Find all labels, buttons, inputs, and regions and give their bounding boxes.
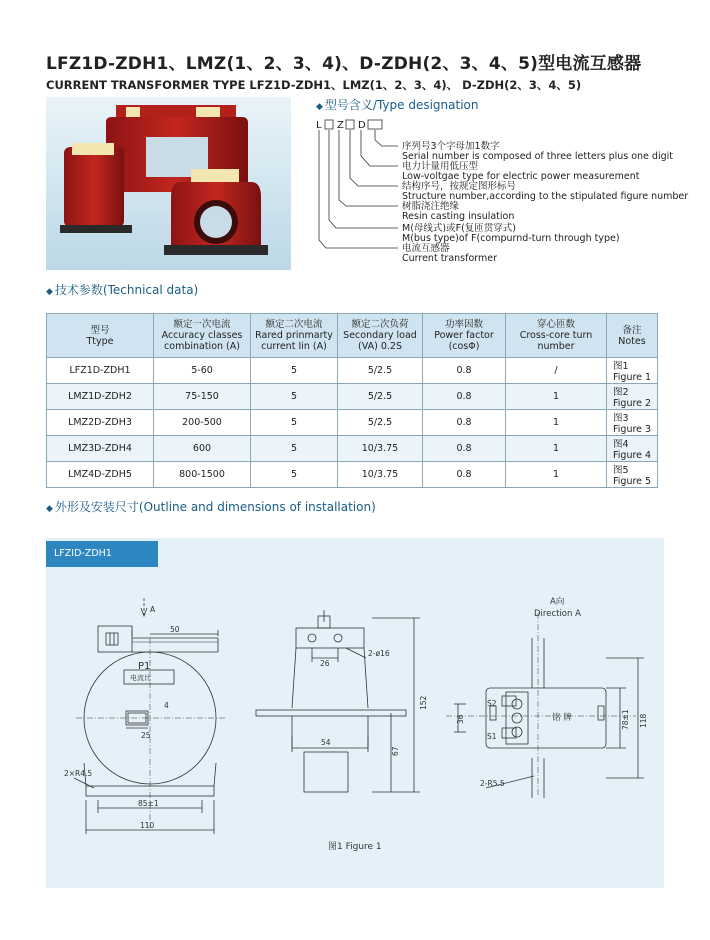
table-cell: 5/2.5 — [338, 410, 423, 436]
table-row — [47, 462, 658, 488]
dim-54: 54 — [321, 738, 331, 747]
table-cell: 200-500 — [154, 410, 251, 436]
designation-line: Serial number is composed of three letters plus one digit — [402, 151, 673, 162]
dim-4: 4 — [164, 701, 169, 710]
code-letter-l: L — [316, 120, 322, 131]
direction-a-en: Direction A — [534, 609, 581, 619]
table-cell: 10/3.75 — [338, 436, 423, 462]
bullet-icon: ◆ — [46, 504, 53, 514]
table-cell: 5 — [251, 462, 338, 488]
dim-110: 110 — [140, 821, 155, 830]
nameplate-label: 铭 牌 — [552, 713, 572, 723]
p1-label: P1 — [138, 661, 151, 672]
table-row — [47, 436, 658, 462]
code-letter-d: D — [358, 120, 366, 131]
table-cell: 1 — [506, 384, 607, 410]
outline-drawing — [46, 538, 664, 888]
designation-line: 电流互感器 — [402, 243, 450, 254]
table-cell: LFZ1D-ZDH1 — [47, 358, 154, 384]
table-cell: 图5 Figure 5 — [607, 462, 658, 488]
table-cell: 图1 Figure 1 — [607, 358, 658, 384]
designation-line: 结构序号，按规定图形标号 — [402, 181, 517, 192]
table-cell: 0.8 — [423, 436, 506, 462]
product-photo — [46, 97, 291, 270]
technical-data-heading: ◆ 技术参数(Technical data) — [46, 283, 199, 297]
dim-36: 36 — [456, 714, 465, 724]
outline-drawing-panel — [46, 538, 664, 888]
designation-line: Low-voltgae type for electric power measurement — [402, 171, 640, 182]
front-arrow-label: A — [150, 605, 156, 614]
table-cell: 1 — [506, 462, 607, 488]
column-header: 功率因数 Power factor (cosΦ) — [423, 314, 506, 358]
s2-label: S2 — [487, 699, 497, 708]
page-title: LFZ1D-ZDH1、LMZ(1、2、3、4)、D-ZDH(2、3、4、5)型电流互感器 — [46, 54, 642, 74]
dim-25: 25 — [141, 731, 151, 740]
table-cell: 5 — [251, 358, 338, 384]
designation-line: Resin casting insulation — [402, 211, 515, 222]
dim-78: 78±1 — [621, 709, 630, 730]
radius-label: 2×R4.5 — [64, 769, 93, 778]
table-cell: 5/2.5 — [338, 384, 423, 410]
column-header: 额定二次电流 Rared prinmarty current Iin (A) — [251, 314, 338, 358]
table-cell: LMZ4D-ZDH5 — [47, 462, 154, 488]
table-cell: 1 — [506, 436, 607, 462]
type-designation-diagram — [312, 116, 692, 271]
model-tag: LFZID-ZDH1 — [46, 541, 158, 567]
hole-label: 2-ø16 — [368, 649, 390, 658]
table-cell: 0.8 — [423, 462, 506, 488]
ratio-label: 电流比 — [130, 674, 151, 682]
designation-line: 电力计量用低压型 — [402, 161, 479, 172]
table-cell: 图3 Figure 3 — [607, 410, 658, 436]
column-header: 型号 Ttype — [47, 314, 154, 358]
table-cell: 5 — [251, 384, 338, 410]
column-header: 额定一次电流 Accuracy classes combination (A) — [154, 314, 251, 358]
table-cell: 0.8 — [423, 358, 506, 384]
dim-85: 85±1 — [138, 799, 159, 808]
table-cell: 图4 Figure 4 — [607, 436, 658, 462]
table-cell: 600 — [154, 436, 251, 462]
designation-line: Structure number,according to the stipulated figure number — [402, 191, 689, 202]
figure-caption: 图1 Figure 1 — [328, 842, 382, 852]
dim-26: 26 — [320, 659, 330, 668]
designation-line: M(母线式)或F(复匝贯穿式) — [402, 223, 516, 234]
table-row — [47, 384, 658, 410]
column-header: 穿心匝数 Cross-core turn number — [506, 314, 607, 358]
column-header: 备注 Notes — [607, 314, 658, 358]
s1-label: S1 — [487, 732, 497, 741]
table-cell: 5 — [251, 410, 338, 436]
direction-a-cn: A向 — [550, 597, 565, 607]
table-row — [47, 410, 658, 436]
table-header-row — [47, 314, 658, 358]
table-cell: LMZ1D-ZDH2 — [47, 384, 154, 410]
designation-line: 序列号3个字母加1数字 — [402, 141, 500, 152]
table-cell: LMZ2D-ZDH3 — [47, 410, 154, 436]
table-cell: LMZ3D-ZDH4 — [47, 436, 154, 462]
designation-line: Current transformer — [402, 253, 498, 264]
code-letter-z: Z — [337, 120, 344, 131]
table-cell: 5/2.5 — [338, 358, 423, 384]
table-cell: 10/3.75 — [338, 462, 423, 488]
column-header: 额定二次负荷 Secondary load (VA) 0.2S — [338, 314, 423, 358]
type-designation-heading: ◆ 型号含义/Type designation — [316, 98, 479, 112]
outline-heading: ◆ 外形及安装尺寸(Outline and dimensions of installation) — [46, 500, 376, 514]
table-cell: 图2 Figure 2 — [607, 384, 658, 410]
bullet-icon: ◆ — [316, 102, 323, 112]
table-cell: 800-1500 — [154, 462, 251, 488]
dim-118: 118 — [639, 713, 648, 728]
bullet-icon: ◆ — [46, 287, 53, 297]
designation-line: M(bus type)of F(compurnd-turn through type) — [402, 233, 620, 244]
page-subtitle: CURRENT TRANSFORMER TYPE LFZ1D-ZDH1、LMZ(1、2、3、4)、 D-ZDH(2、3、4、5) — [46, 78, 582, 92]
table-cell: 5 — [251, 436, 338, 462]
technical-data-table — [46, 313, 658, 488]
dim-50: 50 — [170, 625, 180, 634]
designation-line: 树脂浇注绝缘 — [402, 201, 460, 212]
r55-label: 2-R5.5 — [480, 779, 505, 788]
table-cell: 1 — [506, 410, 607, 436]
table-cell: 5-60 — [154, 358, 251, 384]
table-cell: 75-150 — [154, 384, 251, 410]
table-cell: / — [506, 358, 607, 384]
dim-67: 67 — [391, 746, 400, 756]
table-cell: 0.8 — [423, 384, 506, 410]
dim-152: 152 — [419, 695, 428, 710]
table-cell: 0.8 — [423, 410, 506, 436]
table-row — [47, 358, 658, 384]
